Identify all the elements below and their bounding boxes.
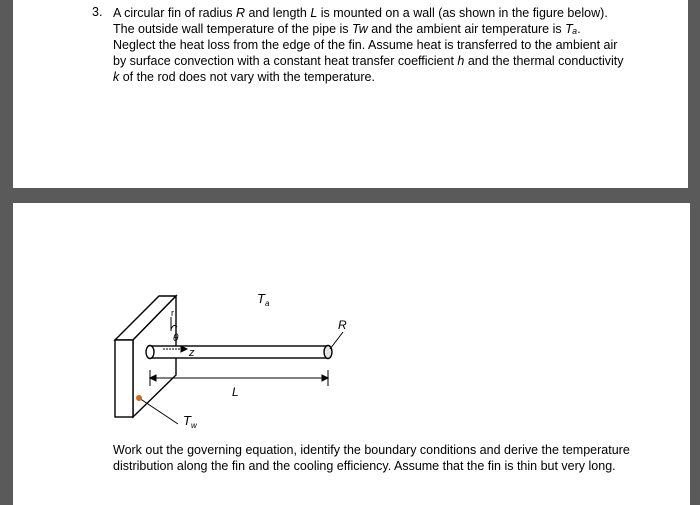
wall-point-dot [136, 395, 142, 401]
wall-temperature-leader [139, 398, 178, 424]
fin-diagram [113, 283, 363, 433]
radius-leader [330, 332, 343, 349]
figure-page [13, 203, 690, 505]
fin-rod [146, 346, 332, 359]
label-ambient-temperature: $T_a$ [257, 291, 270, 308]
instructions-text [113, 442, 653, 474]
label-theta: θ [173, 333, 179, 344]
question-line-5: k of the rod does not vary with the temperature. [113, 70, 375, 84]
instructions-line-2: distribution along the fin and the cooling efficiency. Assume that the fin is thin but very long. [113, 459, 616, 473]
label-length: L [232, 385, 239, 399]
label-r: r [171, 308, 174, 318]
question-line-2: The outside wall temperature of the pipe is Tw and the ambient air temperature is Tₐ. [113, 22, 581, 36]
label-z: z [189, 347, 195, 359]
label-radius: R [338, 318, 347, 332]
question-line-3: Neglect the heat loss from the edge of the fin. Assume heat is transferred to the ambient air [113, 38, 618, 52]
question-number: 3. [92, 5, 103, 19]
question-line-4: by surface convection with a constant heat transfer coefficient h and the thermal conductivity [113, 54, 624, 68]
label-wall-temperature: $T_w$ [183, 413, 197, 430]
question-page [13, 0, 688, 188]
question-text [113, 5, 633, 85]
question-line-1: A circular fin of radius R and length L is mounted on a wall (as shown in the figure below). [113, 6, 608, 20]
instructions-line-1: Work out the governing equation, identify the boundary conditions and derive the temperature [113, 443, 630, 457]
